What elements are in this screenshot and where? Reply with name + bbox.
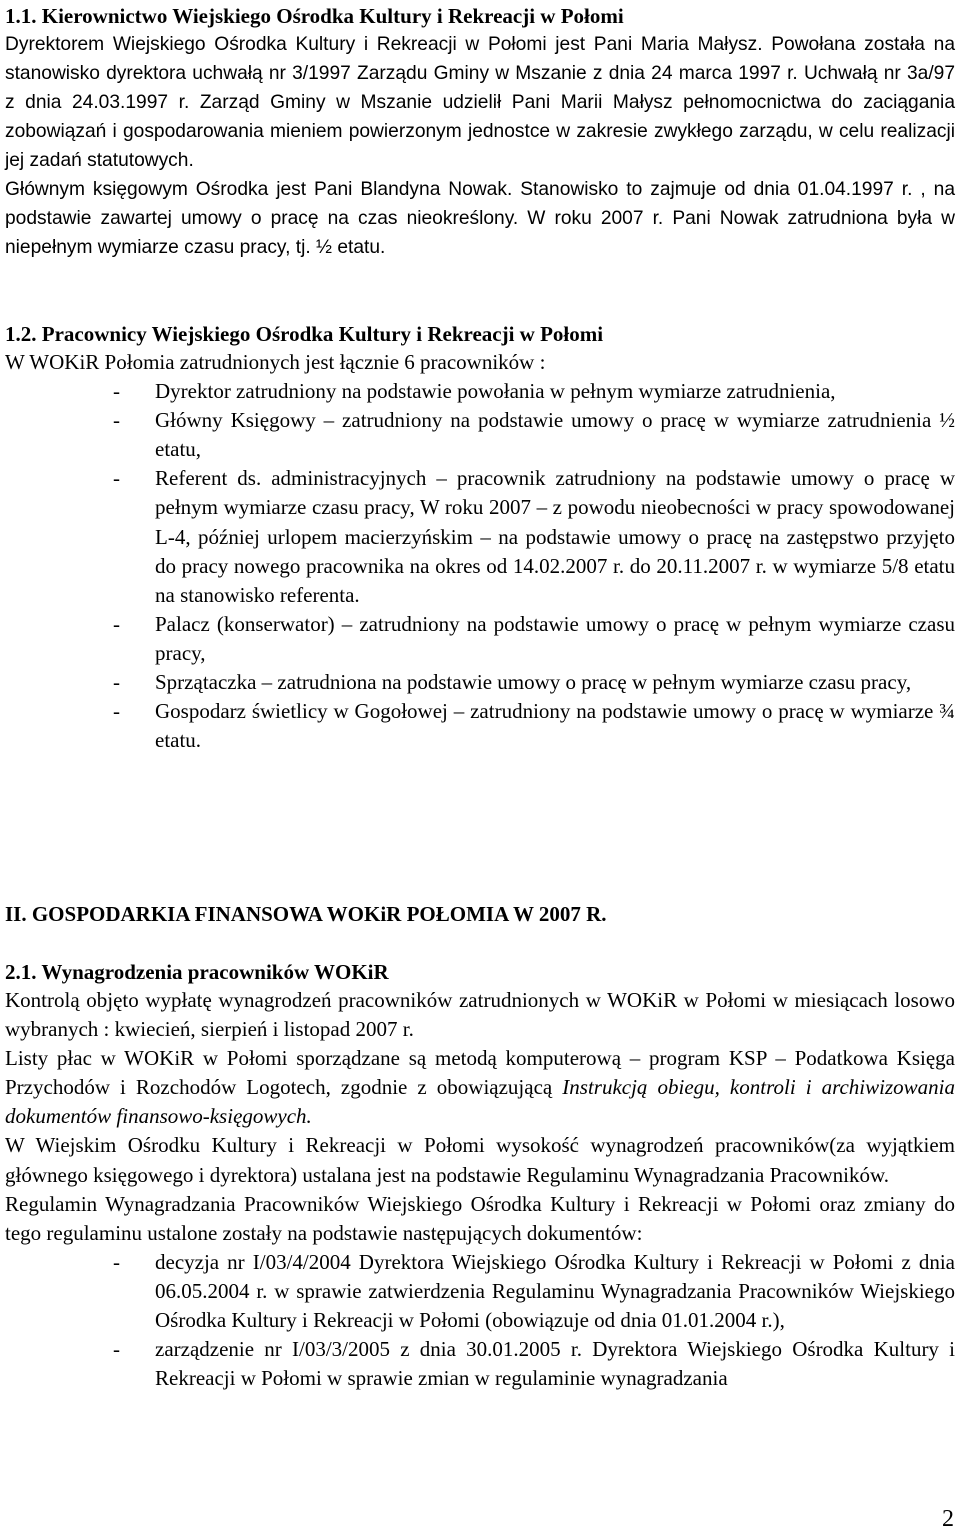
list-marker: - xyxy=(113,466,120,491)
employees-intro: W WOKiR Połomia zatrudnionych jest łącznie 6 pracowników : xyxy=(5,350,546,374)
paragraph-director: Dyrektorem Wiejskiego Ośrodka Kultury i Rekreacji w Połomi jest Pani Maria Małysz. Powołana została na stanowisko dyrektora uchwałą nr 3/1997 Zarządu Gminy w Mszanie z dnia 24 marca 1997 r. Uchwałą nr 3a/97 z dnia 24.03.1997 r. Zarząd Gminy w Mszanie udzielił Pani Marii Małysz pełnomocnictwa do zaciągania zobowiązań i gospodarowania mieniem powierzonym jednostce w zakresie zwykłego zarządu, w celu realizacji jej zadań statutowych. xyxy=(5,34,955,171)
instruction-title: Instrukcją obiegu, kontroli i archiwizowania dokumentów finansowo-księgowych. xyxy=(5,1075,955,1129)
list-item: - decyzja nr I/03/4/2004 Dyrektora Wiejskiego Ośrodka Kultury i Rekreacji w Połomi z dnia 06.05.2004 r. w sprawie zatwierdzenia Regulaminu Wynagradzania Pracowników Wiejskiego Ośrodka Kultury i Rekreacji w Połomi (obowiązuje od dnia 01.01.2004 r.), xyxy=(113,1249,955,1333)
section-management xyxy=(5,2,955,262)
section-heading-1-1: 1.1. Kierownictwo Wiejskiego Ośrodka Kultury i Rekreacji w Połomi xyxy=(5,4,624,28)
list-marker: - xyxy=(113,670,120,695)
section-heading-1-2: 1.2. Pracownicy Wiejskiego Ośrodka Kultury i Rekreacji w Połomi xyxy=(5,322,604,346)
section-finance xyxy=(5,900,955,928)
chapter-heading-ii: II. GOSPODARKIA FINANSOWA WOKiR POŁOMIA W 2007 R. xyxy=(5,902,607,926)
section-heading-2-1: 2.1. Wynagrodzenia pracowników WOKiR xyxy=(5,960,389,984)
list-item: - Referent ds. administracyjnych – pracownik zatrudniony na podstawie umowy o pracę w pełnym wymiarze czasu pracy, W roku 2007 – z powodu nieobecności w pracy spowodowanej L-4, później urlopem macierzyńskim – na podstawie umowy o pracę na zastępstwo przyjęto do pracy nowego pracownika na okres od 14.02.2007 r. do 20.11.2007 r. w wymiarze 5/8 etatu na stanowisko referenta. xyxy=(113,466,955,607)
list-item: - Palacz (konserwator) – zatrudniony na podstawie umowy o pracę w pełnym wymiarze czasu pracy, xyxy=(113,611,955,665)
list-marker: - xyxy=(113,1249,120,1274)
section-employees xyxy=(5,320,955,755)
paragraph-regulation: Regulamin Wynagradzania Pracowników Wiejskiego Ośrodka Kultury i Rekreacji w Połomi oraz zmiany do tego regulaminu ustalone zostały na podstawie następujących dokumentów: xyxy=(5,1191,955,1245)
page-number: 2 xyxy=(942,1506,954,1532)
list-item: - Gospodarz świetlicy w Gogołowej – zatrudniony na podstawie umowy o pracę w wymiarze ¾ etatu. xyxy=(113,699,955,753)
paragraph-control-scope: Kontrolą objęto wypłatę wynagrodzeń pracowników zatrudnionych w WOKiR w Połomi w miesiącach losowo wybranych : kwiecień, sierpień i listopad 2007 r. xyxy=(5,988,955,1042)
documents-list xyxy=(5,1248,955,1393)
list-item: - Sprzątaczka – zatrudniona na podstawie umowy o pracę w pełnym wymiarze czasu pracy, xyxy=(5,668,955,697)
paragraph-accountant: Głównym księgowym Ośrodka jest Pani Blandyna Nowak. Stanowisko to zajmuje od dnia 01.04.1997 r. , na podstawie zawartej umowy o pracę na czas nieokreślony. W roku 2007 r. Pani Nowak zatrudniona była w niepełnym wymiarze czasu pracy, tj. ½ etatu. xyxy=(5,179,955,258)
list-item: - zarządzenie nr I/03/3/2005 z dnia 30.01.2005 r. Dyrektora Wiejskiego Ośrodka Kultury i Rekreacji w Połomi w sprawie zmian w regulaminie wynagradzania xyxy=(113,1337,955,1391)
list-marker: - xyxy=(113,379,120,404)
section-salaries xyxy=(5,958,955,1393)
employees-list xyxy=(5,377,955,755)
list-marker: - xyxy=(113,611,120,636)
list-marker: - xyxy=(113,699,120,724)
list-item: - Główny Księgowy – zatrudniony na podstawie umowy o pracę w wymiarze zatrudnienia ½ etatu, xyxy=(113,408,955,462)
list-marker: - xyxy=(113,408,120,433)
paragraph-salary-rules: W Wiejskim Ośrodku Kultury i Rekreacji w Połomi wysokość wynagrodzeń pracowników(za wyjątkiem głównego księgowego i dyrektora) ustalana jest na podstawie Regulaminu Wynagradzania Pracowników. xyxy=(5,1133,955,1187)
list-marker: - xyxy=(113,1337,120,1362)
list-item: - Dyrektor zatrudniony na podstawie powołania w pełnym wymiarze zatrudnienia, xyxy=(5,377,955,406)
paragraph-payroll-lists: Listy płac w WOKiR w Połomi sporządzane są metodą komputerową – program KSP – Podatkowa Księga Przychodów i Rozchodów Logotech, zgodnie z obowiązującą Instrukcją obiegu, kontroli i archiwizowania dokumentów finansowo-księgowych. xyxy=(5,1046,955,1129)
